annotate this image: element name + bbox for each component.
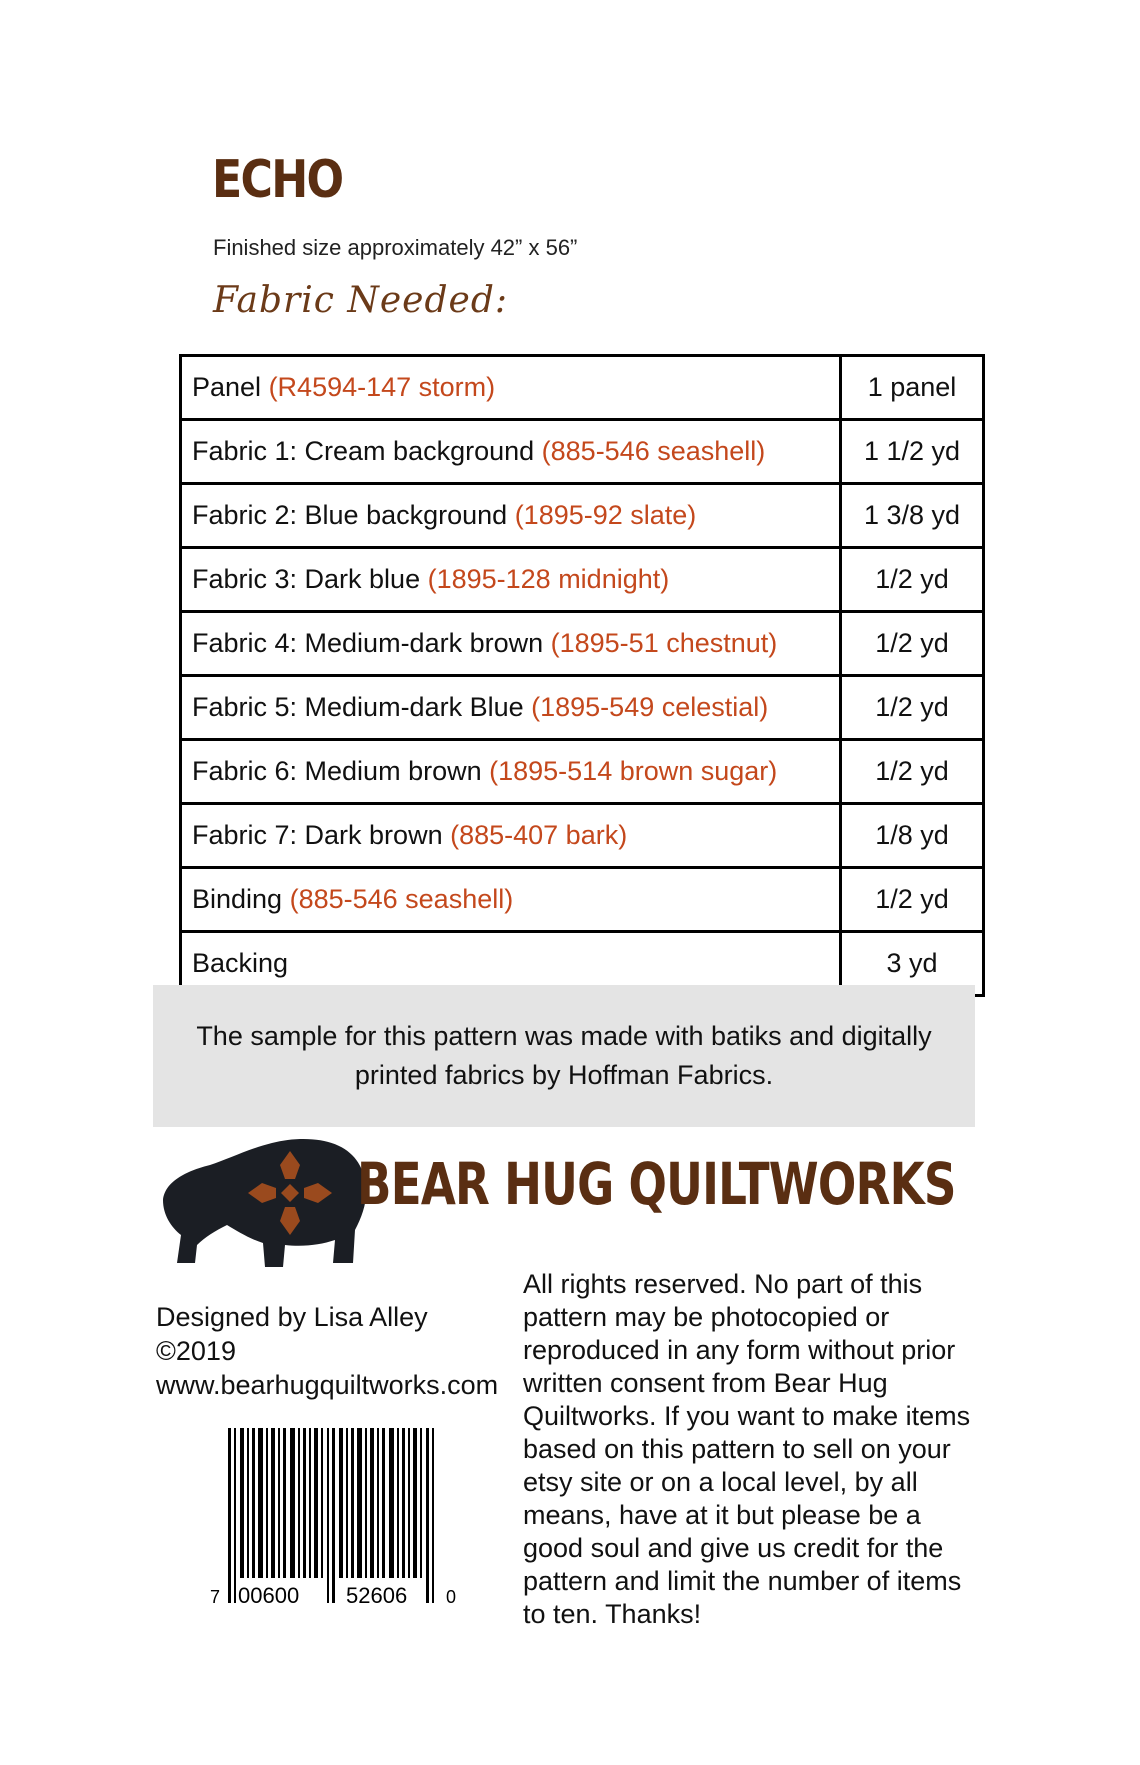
table-row — [181, 484, 984, 548]
sample-note-box — [153, 985, 975, 1127]
fabric-cell — [181, 356, 841, 420]
table-row — [181, 676, 984, 740]
table-row — [181, 548, 984, 612]
barcode-left-digit: 7 — [210, 1587, 221, 1607]
fabric-qty: 1 panel — [841, 356, 984, 420]
fabric-cell — [181, 676, 841, 740]
fabric-label: Fabric 1: Cream background — [192, 436, 542, 466]
fabric-qty: 1 1/2 yd — [841, 420, 984, 484]
pattern-title: ECHO — [212, 150, 343, 210]
fabric-code: (R4594-147 storm) — [268, 372, 496, 402]
fabric-table — [179, 354, 985, 997]
fabric-code: (1895-549 celestial) — [531, 692, 769, 722]
fabric-code: (1895-92 slate) — [514, 500, 697, 530]
fabric-cell — [181, 612, 841, 676]
fabric-code: (1895-514 brown sugar) — [489, 756, 778, 786]
fabric-qty: 1/2 yd — [841, 676, 984, 740]
fabric-label: Backing — [192, 948, 289, 978]
fabric-label: Fabric 2: Blue background — [192, 500, 515, 530]
table-row — [181, 356, 984, 420]
bear-silhouette-icon — [163, 1139, 366, 1267]
website-line: www.bearhugquiltworks.com — [156, 1370, 499, 1400]
barcode-group-1: 00600 — [238, 1583, 300, 1608]
sample-note-text: The sample for this pattern was made with batiks and digitally printed fabrics by Hoffman Fabrics. — [196, 1021, 932, 1090]
fabric-qty: 1/8 yd — [841, 804, 984, 868]
fabric-cell — [181, 548, 841, 612]
fabric-label: Fabric 5: Medium-dark Blue — [192, 692, 532, 722]
fabric-cell — [181, 868, 841, 932]
fabric-qty: 3 yd — [841, 932, 984, 996]
barcode-group-2: 52606 — [346, 1583, 408, 1608]
designer-line: Designed by Lisa Alley — [156, 1302, 428, 1332]
fabric-label: Fabric 6: Medium brown — [192, 756, 490, 786]
table-row — [181, 612, 984, 676]
fabric-code: (1895-128 midnight) — [427, 564, 670, 594]
fabric-label: Fabric 3: Dark blue — [192, 564, 428, 594]
fabric-qty: 1 3/8 yd — [841, 484, 984, 548]
fabric-code: (885-546 seashell) — [541, 436, 766, 466]
fabric-label: Fabric 7: Dark brown — [192, 820, 451, 850]
barcode — [206, 1428, 466, 1613]
fabric-code: (1895-51 chestnut) — [550, 628, 778, 658]
fabric-needed-heading: Fabric Needed: — [213, 280, 509, 321]
fabric-qty: 1/2 yd — [841, 740, 984, 804]
fabric-cell — [181, 420, 841, 484]
fabric-cell — [181, 804, 841, 868]
fabric-cell — [181, 740, 841, 804]
rights-text: All rights reserved. No part of this pattern may be photocopied or reproduced in any form without prior written consent from Bear Hug Quiltworks. If you want to make items based on this pattern to sell on your etsy site or on a local level, by all means, have at it but please be a good soul and give us credit for the pattern and limit the number of items to ten. Thanks! — [523, 1269, 971, 1629]
fabric-code: (885-546 seashell) — [289, 884, 514, 914]
credits-block — [156, 1300, 498, 1402]
barcode-bars — [228, 1428, 434, 1603]
fabric-code: (885-407 bark) — [450, 820, 628, 850]
fabric-qty: 1/2 yd — [841, 868, 984, 932]
fabric-label: Panel — [192, 372, 269, 402]
barcode-right-digit: 0 — [446, 1587, 457, 1607]
fabric-qty: 1/2 yd — [841, 612, 984, 676]
finished-size: Finished size approximately 42” x 56” — [213, 235, 578, 260]
table-row — [181, 804, 984, 868]
fabric-label: Fabric 4: Medium-dark brown — [192, 628, 551, 658]
table-row — [181, 740, 984, 804]
table-row — [181, 868, 984, 932]
fabric-qty: 1/2 yd — [841, 548, 984, 612]
copyright-line: ©2019 — [156, 1336, 236, 1366]
brand-name: BEAR HUG QUILTWORKS — [357, 1150, 956, 1218]
fabric-cell — [181, 484, 841, 548]
table-row — [181, 420, 984, 484]
fabric-label: Binding — [192, 884, 290, 914]
